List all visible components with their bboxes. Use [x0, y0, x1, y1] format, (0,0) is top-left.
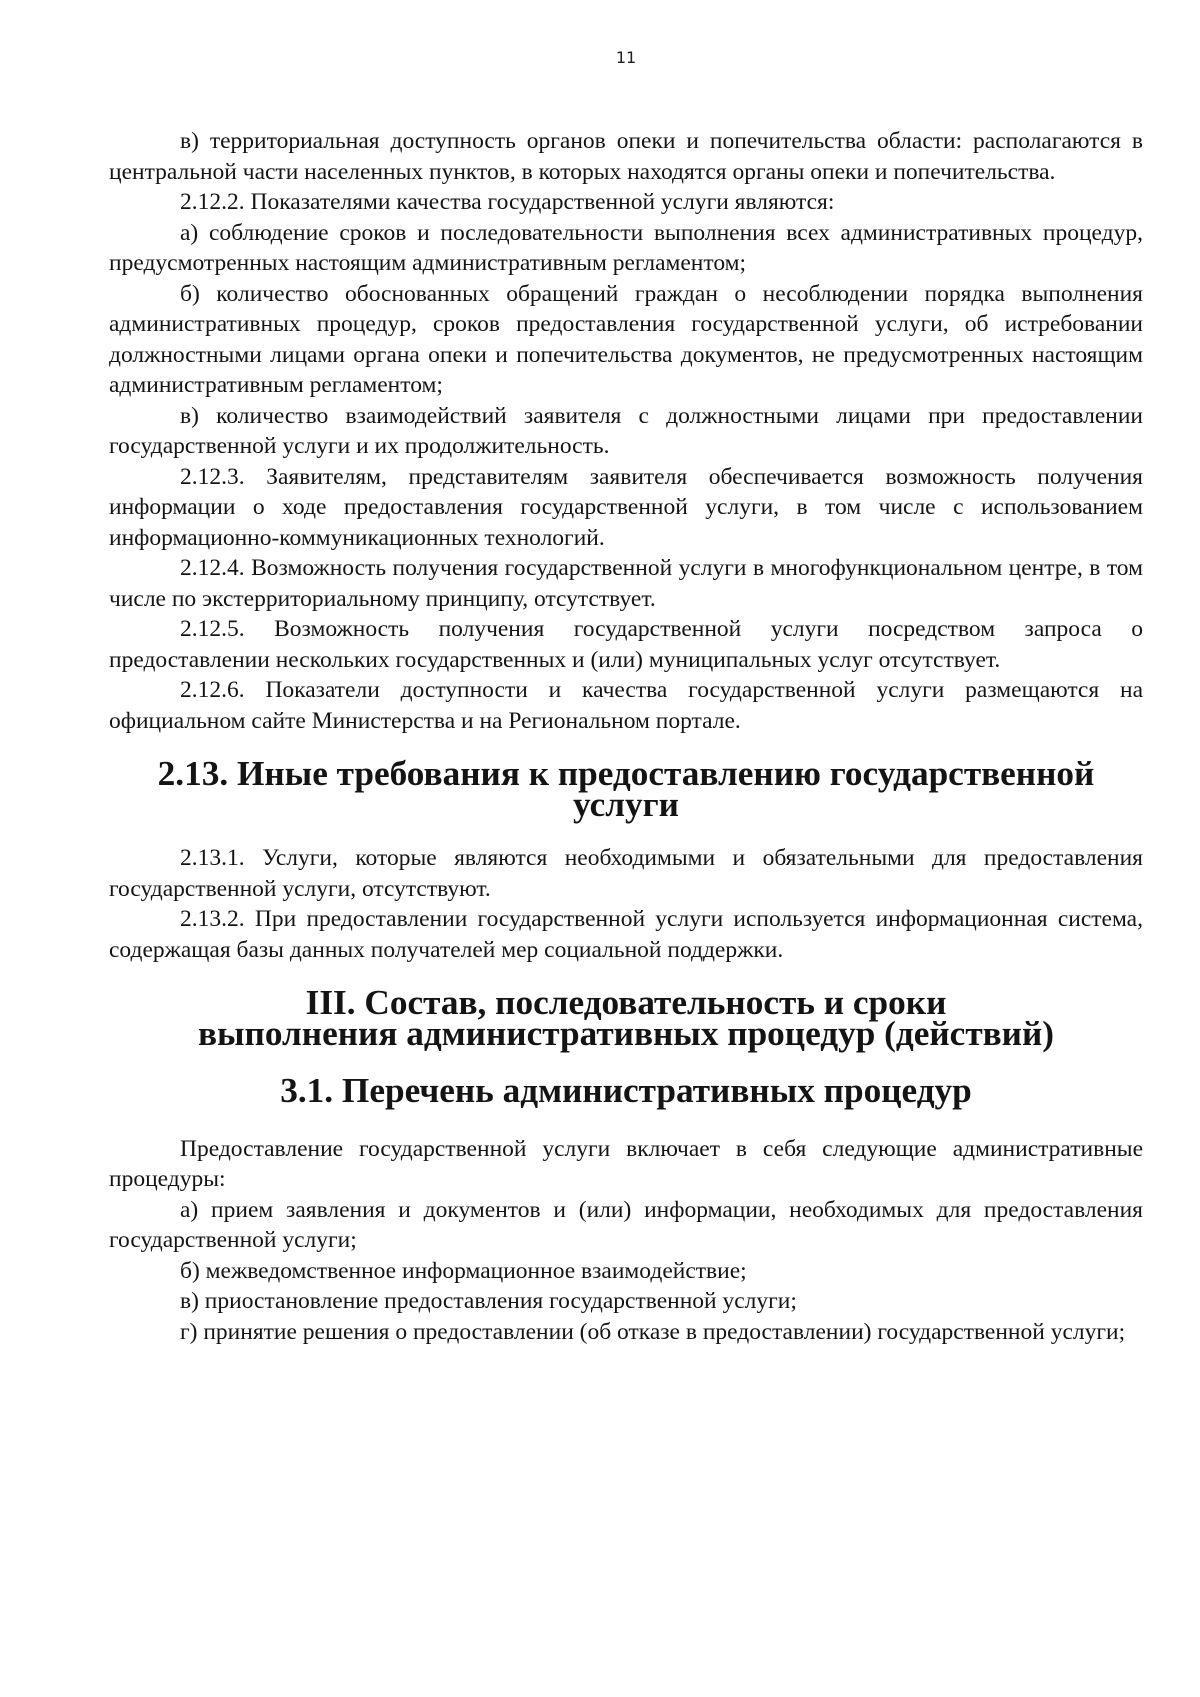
- paragraph: в) территориальная доступность органов опеки и попечительства области: располагаются в центральной части населенных пунктов, в которых находятся органы опеки и попечительства.: [109, 128, 1143, 185]
- paragraph: а) прием заявления и документов и (или) информации, необходимых для предоставления государственной услуги;: [109, 1196, 1143, 1253]
- document-body: [109, 126, 1143, 1347]
- paragraph: б) количество обоснованных обращений граждан о несоблюдении порядка выполнения административных процедур, сроков предоставления государственной услуги, об истребовании должностными лицами органа опеки и попечительства документов, не предусмотренных настоящим административным регламентом;: [109, 280, 1143, 398]
- paragraph: б) межведомственное информационное взаимодействие;: [180, 1257, 747, 1284]
- paragraph: 2.12.2. Показателями качества государственной услуги являются:: [180, 189, 835, 215]
- section-heading-2-13: 2.13. Иные требования к предоставлению государственной услуги: [157, 754, 1095, 824]
- section-heading-3-1: 3.1. Перечень административных процедур: [280, 1071, 972, 1110]
- section-heading-3-line-2: выполнения административных процедур (действий): [197, 1013, 1055, 1053]
- section-heading-3: [109, 983, 1143, 1053]
- paragraph: Предоставление государственной услуги включает в себя следующие административные процедуры:: [109, 1135, 1143, 1192]
- page-number: 11: [615, 48, 637, 67]
- paragraph: 2.12.6. Показатели доступности и качества государственной услуги размещаются на официальном сайте Министерства и на Региональном портале.: [109, 677, 1143, 734]
- paragraph: 2.13.1. Услуги, которые являются необходимыми и обязательными для предоставления государственной услуги, отсутствуют.: [109, 845, 1143, 902]
- paragraph: г) принятие решения о предоставлении (об отказе в предоставлении) государственной услуги;: [180, 1318, 1126, 1345]
- paragraph: 2.12.3. Заявителям, представителям заявителя обеспечивается возможность получения информации о ходе предоставления государственной услуги, в том числе с использованием информационно-коммуникационных технологий.: [109, 463, 1143, 551]
- section-heading-3-line-1: III. Состав, последовательность и сроки: [305, 983, 947, 1022]
- paragraph: в) приостановление предоставления государственной услуги;: [180, 1288, 797, 1314]
- paragraph: а) соблюдение сроков и последовательности выполнения всех административных процедур, предусмотренных настоящим административным регламентом;: [109, 219, 1143, 276]
- paragraph: 2.13.2. При предоставлении государственной услуги используется информационная система, содержащая базы данных получателей мер социальной поддержки.: [109, 906, 1143, 963]
- paragraph: 2.12.5. Возможность получения государственной услуги посредством запроса о предоставлении нескольких государственных и (или) муниципальных услуг отсутствует.: [109, 616, 1143, 673]
- paragraph: в) количество взаимодействий заявителя с должностными лицами при предоставлении государственной услуги и их продолжительность.: [109, 402, 1143, 459]
- paragraph: 2.12.4. Возможность получения государственной услуги в многофункциональном центре, в том числе по экстерриториальному принципу, отсутствует.: [109, 555, 1143, 612]
